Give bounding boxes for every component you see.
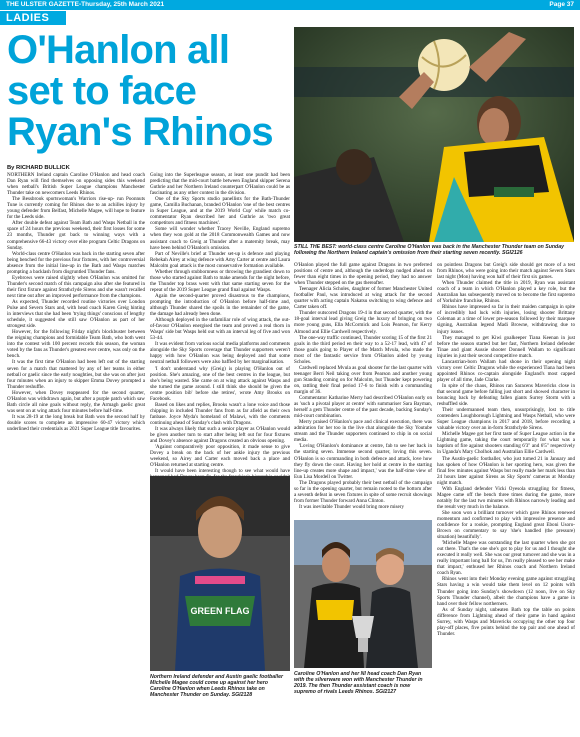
article-column-1 xyxy=(7,172,145,717)
article-paragraph: Some will wonder whether Tracey Neville, England supremo when they won gold at the 2018 Commonwealth Games and now assistant coach to Greig at Thunder after a maternity break, may have been behind O'Hanlon's omission. xyxy=(150,226,290,251)
article-paragraph: As of Sunday night, unbeaten Bath top the table on points difference from Lightning ahead of their game in hand against Surrey, with Wasps and Mavericks occupying the other top four play-off places, five points behind the top pair and one ahead of Thunder. xyxy=(437,606,575,637)
article-paragraph: Michelle Magee got her first taste of Super League action in the Lightning game, taking the court temporarily for what was a baptism of fire against shooters standing 6'3" and 6'5" respectively in Uganda's Mary Cholhok and Australian Ellie Cardwell. xyxy=(437,431,575,456)
article-paragraph: NORTHERN Ireland captain Caroline O'Hanlon and head coach Dan Ryan will find themselves on opposing sides this weekend when netball's British Super League champions Manchester Thunder take on newcomers Leeds Rhinos. xyxy=(7,172,145,197)
article-paragraph: Based on likes and replies, Brooks wasn't a lone voice and those chipping in included Thunder fans from as far afield as their own fanbase. Joyce Myda's homeland of Malawi, with the comments continuing ahead of Sunday's clash with Dragons. xyxy=(150,401,290,426)
photo-2-caption: Northern Ireland defender and Austin gaelic footballer Michelle Magee could come up against her hero Caroline O'Hanlon when Leeds Rhinos take on Manchester Thunder on Sunday. SGI2128 xyxy=(150,674,283,699)
trophy-photo-image xyxy=(294,520,432,668)
photo-3-caption: Caroline O'Hanlon and her NI head coach Dan Ryan with the silverware won with Manchester Thunder in 2019. The then Thunder assistant coach is now supremo of rivals Leeds Rhinos. SGI2127 xyxy=(294,671,423,696)
article-paragraph: 'I don't understand why (Greig) is playing O'Hanlon out of position. She's amazing, one of the best centres in the league, but she's being wasted. She came on at wing attack against Wasps and she turned the game around. I still think she should be given the centre position bib' before she retires', wrote Amy Brooks on Facebook. xyxy=(150,365,290,402)
article-paragraph: The Austin-gaelic footballer, who just turned 21 in January and has spoken of how O'Hanlon is her sporting hero, was given the final few minutes against Wasps but really made her mark less than 24 hours later against Sirens as Sky Sports' cameras at Monday night match. xyxy=(437,455,575,486)
netball-action-photo xyxy=(294,27,574,242)
article-paragraph: Part of Neville's brief at Thunder set-up is defence and playing Rebekah Airey at wing defence with Amy Carter at centre and Laura Malcolm goal attack is the most conservative formation available. xyxy=(150,250,290,269)
article-paragraph: After double defeat against Team Bath and Wasps Netball in the space of 24 hours the previous weekend, their first losses for some 23 months, Thunder got back to winning ways with a comprehensive 66-43 victory over elite program Celtic Dragons on Sunday. xyxy=(7,220,145,251)
article-paragraph: In spite of the chaos, Rhinos ran Saracens Mavericks close in that second game before falling just short and showed character in bouncing back by defeating fallen giants Surrey Storm with a reshuffled side. xyxy=(437,382,575,408)
article-paragraph: Thunder outscored Dragons 19-4 in that second quarter, with the 18-goal interval lead giving Greig the luxury of bringing on two more young guns, Ella McCormick and Lois Pearson, for Kerry Almond and Ellie Cardwell respectively. xyxy=(294,310,432,335)
article-paragraph: It was inevitable Thunder would bring more misery xyxy=(299,503,405,510)
article-paragraph: on pointless Dragons but Greig's side should get more of a test from Rhinos, who were going into their match against Severn Stars last night (Mon) having won half of their first six games. xyxy=(437,262,575,281)
article-paragraph: Cardwell replaced Mvula as goal shooter for the last quarter with teenager Berri Neil taking over from Pearson and another young gun Standing coming on for Malcolm, but Thunder kept powering on, rattling their final period 17-6 to finish with a commanding margin of 36. xyxy=(294,364,432,395)
trophy-photo xyxy=(294,520,432,668)
magee-portrait-image xyxy=(150,476,290,671)
article-paragraph: 'Loving O'Hanlon's dominance at centre, fab to see her back in the starting seven. Immense second quarter, loving this seven. O'Hanlon is so commanding in both defence and attack, love how they fly down the court. Having her hold at centre in the starting line-up creates more shape and impact,' was the half-time view of Eun Lisa Mordell on Twitter. xyxy=(294,443,432,480)
headline: O'Hanlon all set to face Ryan's Rhinos xyxy=(7,28,273,154)
article-paragraph: They managed to get Kiwi goalkeeper Tiana Keenan in just before the season started but her fast, Northern Ireland defender Tinae and giant Aussie shooter Donnell Wallam to significant injuries in just their second competitive match. xyxy=(437,334,575,359)
article-paragraph: With England defender Vicki Oyesola struggling for fitness, Magee came off the bench three times during the game, more notably for the last two minutes with Rhinos narrowly leading and the result very much in the balance. xyxy=(437,485,575,510)
page-number: Page 37 xyxy=(549,1,574,8)
article-paragraph: 'Michelle Magee was outstanding the last quarter when she got out there. That's the one she's got to play for us and I thought she executed it really well. She was our great turnover and she was in a really important long ball for us, I'm really pleased to see her make that impact,' enthused her Rhinos coach and Northern Ireland coach Ryan. xyxy=(437,540,575,577)
article-paragraph: The Bessbrook sportswoman's Warriors rise-up- run Poonnuts Tune is currently coming for Rhinos due to an achilles injury by young defender from Belfast, Michelle Magee, will hope to feature for the Leeds side. xyxy=(7,196,145,221)
article-paragraph: When Thunder claimed the title in 2019, Ryan was assistant coach of a team in which O'Hanlon played a key role, but the Australian has subsequently moved on to become the first supremo of Yorkshire franchise, Rhinos. xyxy=(437,280,575,305)
article-paragraph: Going into the Superleague season, at least one pundit had been predicting that the mid-court battle between England skipper Serena Guthrie and her Northern Ireland counterpart O'Hanlon could be as fascinating as any other contest in the division. xyxy=(150,172,290,197)
article-paragraph: Eyebrows were raised slightly when O'Hanlon was omitted for Thunder's second match of this campaign also after she featured in their first fixture against Strathclyde Sirens and she wasn't recalled next time out after an improved performance from the champions. xyxy=(7,274,145,299)
photo-1-caption: STILL THE BEST: world-class centre Caroline O'Hanlon was back in the Manchester Thunder team on Sunday following the Northern Ireland captain's omission from their starting seven recently. SGI2126 xyxy=(294,244,564,257)
article-paragraph: Their undermanned team then, unsurprisingly, lost to title contenders Loughborough Lightning and Wasps Netball, who were Super League champions in 2017 and 2018, before recording a valuable victory over an in-form Strathclyde Sirens. xyxy=(437,407,575,432)
article-paragraph: It was always likely that such a senior player as O'Hanlon would be given another turn to start after being left out for four fixtures and Dovey's absence against Dragons created an obvious opening. xyxy=(150,425,290,445)
article-paragraph: Rhinos went into their Monday evening game against struggling Stars having a win would take them level on 12 points with Thunder going into Sunday's showdown (12 noon, live on Sky Sports Thunder channel), albeit the champions have a game in hand over their fellow northerners. xyxy=(437,576,575,607)
netball-action-photo-image xyxy=(294,27,574,242)
article-paragraph: The Dragons played probably their best netball of the campaign so far in the opening quarter, but remain rooted to the bottom after a seventh defeat in seven fixtures in spite of some recruit showings from former Thunder forward Anna Clinton. xyxy=(294,479,432,504)
article-paragraph: Again the second-quarter proved disastrous to the champions, prompting the introduction of O'Hanlon before half-time and, although Thunder shared the spoils in the remainder of the game, the damage had already been done. xyxy=(150,292,290,318)
article-paragraph: It would have been interesting though to see what would have xyxy=(155,468,290,475)
article-paragraph: It was the first time O'Hanlon had been left out of the starting seven for a match that mattered by any of her teams in either netball or gaelic since the early noughties, but she was on after just four minutes when an injury to skipper Emma Dovey prompted a Thunder reshuffle. xyxy=(7,359,145,390)
article-paragraph: As expected, Thunder recorded routine victories over London Pulse and Severn Stars and, with head coach Karen Greig hinting in interviews that she had been 'trying things' conscious of lengthy schedule, it suggested she still saw O'Hanlon as part of her strongest side. xyxy=(7,298,145,330)
article-paragraph: Although deployed in the unfamiliar role of wing attack, the out-of-favour O'Hanlon energised the team and proved a real thorn in Wasps' side but Wasps held out with an interval leg of five and won 53-44. xyxy=(150,317,290,342)
article-column-2 xyxy=(150,172,290,475)
article-paragraph: O'Hanlon played the full game against Dragons in two preferred positions of centre and, although the underdogs nudged ahead on fewer than eight times in the opening period, they had no answer when Thunder stepped on the gas thereafter. xyxy=(294,262,432,287)
article-paragraph: However, for the following Friday night's blockbuster between the reigning champions and formidable Team Bath, who both went into the contest with 100 percent records this season, the woman voted by the fans as Thunder's greatest ever centre, was only on the bench. xyxy=(7,329,145,360)
paper-date: THE ULSTER GAZETTE-Thursday, 25th March 2021 xyxy=(6,1,165,8)
article-paragraph: However, when Dovey reappeared for the second quarter, O'Hanlon was withdrawn again, but after a purple patch which saw Bath circle all nine goals without reply, the Armagh gaelic great was sent on at wing attack four minutes before half-time. xyxy=(7,389,145,414)
article-paragraph: Rhinos have impressed so far in their maiden campaign in spite of incredibly bad luck with injuries, losing shooter Brittany Coleman at a time of lower pre-season followed by their marquee signing, Australian legend Madi Browne, withdrawing due to injury issues. xyxy=(437,304,575,335)
article-paragraph: 'Against comparatively poor opposition, it made sense to give Dovey a break on the back of her ankle injury the previous weekend, so Airey and Carter each moved back a place and O'Hanlon returned at starting centre. xyxy=(150,444,290,469)
article-paragraph: One of the Sky Sports studio panellists for the Bath-Thunder game, Camilla Buchanan, branded O'Hanlon 'one of the best centres in Super League, and at the 2019 World Cup' while match co-commentator Ryan described her and Guthrie as 'two great competitors and fitness machines'. xyxy=(150,196,290,227)
article-paragraph: It was evident from various social media platforms and comments alongside the Sky Sports coverage that Thunder supporters weren't happy with how O'Hanlon was being deployed and that some neutral netball followers were also baffled by her marginalisation. xyxy=(150,341,290,366)
jersey-text: GREEN FLAG xyxy=(190,606,250,616)
article-paragraph: Lancastrian-born Wallam had shone in their opening night victory over Celtic Dragons while the experienced Tiana had been appointed Rhinos co-captain alongside England's most capped player of all time, Jade Clarke. xyxy=(437,358,575,383)
article-paragraph: The one-way traffic continued, Thunder scoring 15 of the first 21 goals in the third period en their way to a 52-17 lead, with 47 of those goals going to Player of the Match Mvula, who made the most of the fantastic service from O'Hanlon aided by young Scholes. xyxy=(294,334,432,365)
article-paragraph: Whether through stubbornness or throwing the grandiest down to those who started against Bath to make amends for the night before, the Thunder top brass went with that same starting seven for the repeat of the 2019 Super League grand final against Wasps. xyxy=(150,268,290,293)
article-paragraph: Merry praised O'Hanlon's pace and clinical execution, there was admiration for her too in the live chat alongside the Sky Youtube stream and the Thunder supporters continued to chip in on social media. xyxy=(294,419,432,444)
article-paragraph: Teenager Alicia Scholes, daughter of former Manchester United footballer Paul, was introduced at wing attack for the second quarter with acting captain Nakatsu switching to wing defence and Carter taken off. xyxy=(294,286,432,311)
section-label: LADIES xyxy=(0,11,66,25)
magee-portrait-photo xyxy=(150,476,290,671)
article-paragraph: It was 28-19 at the long break but Bath won the second half by double scores to complete an impressive 60-47 victory which underlined their credentials as 2021 Super League title favourites. xyxy=(7,413,145,432)
article-paragraph: She soon won a brilliant turnover which gave Rhinos renewed momentum and confirmed to play with impressive presence and confidence for a rookie, prompting England great Eboni Usoro-Brown on commentary to say 'she's handled (the pressure) situation) beautifully'. xyxy=(437,509,575,541)
byline: By RICHARD BULLICK xyxy=(7,165,70,171)
article-column-4 xyxy=(437,262,575,717)
article-paragraph: Commentator Katharine Merry had described O'Hanlon early on as 'such a pivotal player at centre' with summariser Sara Bayman, herself a gem Thunder centre of the past decade, backing Sunday's mid-court combination. xyxy=(294,395,432,420)
article-paragraph: World-class centre O'Hanlon was back in the starting seven after being benched for the previous four fixtures, with her controversial absence from the initial line-up in the Bath and Wasps matches prompting a backlash from disgruntled Thunder fans. xyxy=(7,250,145,275)
masthead-bar xyxy=(0,0,580,10)
